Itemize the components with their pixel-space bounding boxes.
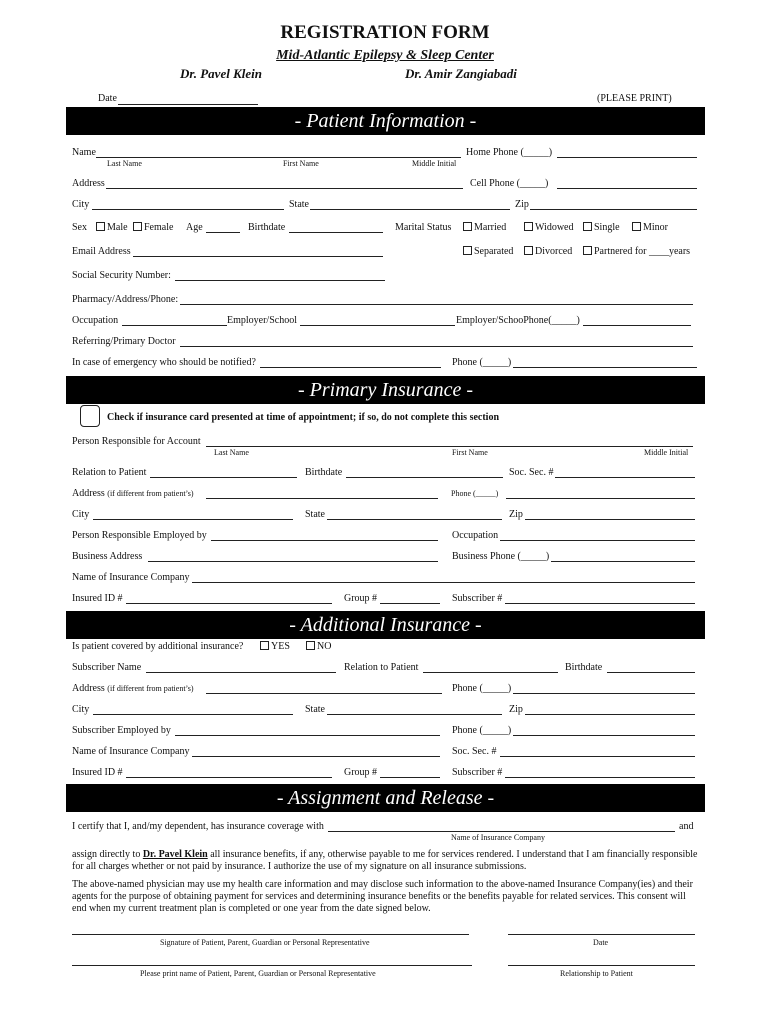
birthdate-field[interactable] <box>289 232 383 233</box>
cell-phone-field[interactable] <box>557 188 697 189</box>
add-relation-label: Relation to Patient <box>344 662 419 673</box>
ins-city-field[interactable] <box>93 519 293 520</box>
zip-field[interactable] <box>530 209 697 210</box>
date-field[interactable] <box>118 104 258 105</box>
add-insured-id-field[interactable] <box>126 777 332 778</box>
employer-phone-label: Employer/SchooPhone(_____) <box>456 315 580 326</box>
married-label: Married <box>474 222 507 233</box>
divorced-label: Divorced <box>535 246 573 257</box>
business-address-field[interactable] <box>148 561 438 562</box>
person-responsible-label: Person Responsible for Account <box>72 436 201 447</box>
ins-address-note: (if different from patient’s) <box>107 489 194 498</box>
no-label: NO <box>317 641 332 652</box>
ins-address-label <box>72 488 194 499</box>
add-employer-phone-label: Phone (_____) <box>452 725 512 736</box>
additional-insurance-banner: - Additional Insurance - <box>66 611 705 639</box>
occupation-label: Occupation <box>72 315 119 326</box>
emergency-contact-field[interactable] <box>260 367 441 368</box>
pharmacy-label: Pharmacy/Address/Phone: <box>72 294 179 305</box>
company-caption: Name of Insurance Company <box>451 833 545 842</box>
add-address-text: Address <box>72 683 105 694</box>
ins-middle-initial-caption: Middle Initial <box>644 448 689 457</box>
add-phone-label: Phone (_____) <box>452 683 512 694</box>
no-checkbox[interactable] <box>306 641 331 652</box>
additional-coverage-question: Is patient covered by additional insurance? <box>72 641 244 652</box>
add-zip-field[interactable] <box>525 714 695 715</box>
ssn-field[interactable] <box>175 280 385 281</box>
add-address-note: (if different from patient’s) <box>107 684 194 693</box>
employer-field[interactable] <box>300 325 455 326</box>
please-print: (PLEASE PRINT) <box>597 93 672 104</box>
relationship-caption: Relationship to Patient <box>560 969 633 978</box>
divorced-checkbox[interactable] <box>524 246 572 257</box>
emergency-phone-label: Phone (_____) <box>452 357 512 368</box>
checkbox-icon <box>133 222 142 231</box>
add-employed-by-field[interactable] <box>175 735 440 736</box>
clinic-name: Mid-Atlantic Epilepsy & Sleep Center <box>276 48 494 63</box>
date-signed-caption: Date <box>593 938 609 947</box>
email-label: Email Address <box>72 246 131 257</box>
checkbox-icon <box>260 641 269 650</box>
add-state-field[interactable] <box>327 714 502 715</box>
card-presented-note: Check if insurance card presented at time of appointment; if so, do not complete this section <box>107 412 500 423</box>
sex-label: Sex <box>72 222 87 233</box>
male-label: Male <box>107 222 128 233</box>
ins-first-name-caption: First Name <box>452 448 488 457</box>
checkbox-icon <box>583 246 592 255</box>
yes-checkbox[interactable] <box>260 641 290 652</box>
checkbox-icon <box>463 246 472 255</box>
add-address-field[interactable] <box>206 693 442 694</box>
ins-state-field[interactable] <box>327 519 502 520</box>
add-birthdate-field[interactable] <box>607 672 695 673</box>
ins-phone-small-label: Phone (_____) <box>451 489 499 498</box>
partnered-label: Partnered for ____years <box>594 246 691 257</box>
home-phone-field[interactable] <box>557 157 697 158</box>
age-field[interactable] <box>206 232 240 233</box>
ins-birthdate-label: Birthdate <box>305 467 343 478</box>
employer-phone-field[interactable] <box>583 325 691 326</box>
add-state-label: State <box>305 704 325 715</box>
email-field[interactable] <box>133 256 383 257</box>
ins-relation-field[interactable] <box>150 477 297 478</box>
doctor-name-1: Dr. Pavel Klein <box>180 66 262 81</box>
add-group-field[interactable] <box>380 777 440 778</box>
married-checkbox[interactable] <box>463 222 506 233</box>
signature-field[interactable] <box>72 934 469 935</box>
cell-phone-label: Cell Phone (_____) <box>470 178 549 189</box>
ins-zip-field[interactable] <box>525 519 695 520</box>
employer-label: Employer/School <box>227 315 297 326</box>
marital-status-label: Marital Status <box>395 222 452 233</box>
separated-checkbox[interactable] <box>463 246 513 257</box>
checkbox-icon <box>96 222 105 231</box>
business-address-label: Business Address <box>72 551 143 562</box>
ins-phone-field[interactable] <box>506 498 695 499</box>
certify-and: and <box>679 821 694 832</box>
business-phone-label: Business Phone (_____) <box>452 551 550 562</box>
primary-insurance-banner: - Primary Insurance - <box>66 376 705 404</box>
ins-company-field[interactable] <box>192 582 695 583</box>
ins-soc-sec-label: Soc. Sec. # <box>509 467 554 478</box>
age-label: Age <box>186 222 203 233</box>
male-checkbox[interactable] <box>96 222 128 233</box>
partnered-checkbox[interactable] <box>583 246 690 257</box>
subscriber-label: Subscriber # <box>452 593 503 604</box>
yes-label: YES <box>271 641 290 652</box>
ins-birthdate-field[interactable] <box>346 477 503 478</box>
checkbox-icon <box>583 222 592 231</box>
add-city-field[interactable] <box>93 714 293 715</box>
checkbox-icon <box>632 222 641 231</box>
subscriber-field[interactable] <box>505 603 695 604</box>
ins-city-label: City <box>72 509 90 520</box>
occupation-field[interactable] <box>122 325 227 326</box>
doctor-name-2: Dr. Amir Zangiabadi <box>405 66 517 81</box>
business-phone-field[interactable] <box>551 561 695 562</box>
add-group-label: Group # <box>344 767 378 778</box>
last-name-caption: Last Name <box>107 159 142 168</box>
add-insured-id-label: Insured ID # <box>72 767 123 778</box>
assign-post-text: all insurance benefits, if any, otherwise payable to me for services rendered. I understand that I am financially responsible for all charges whether or not paid by insurance. I authorize the use of my signature on all insurance submissions. <box>72 849 698 872</box>
add-subscriber-field[interactable] <box>505 777 695 778</box>
ins-address-field[interactable] <box>206 498 438 499</box>
certify-statement: I certify that I, and/my dependent, has insurance coverage with <box>72 821 324 832</box>
insured-id-label: Insured ID # <box>72 593 123 604</box>
consent-paragraph: The above-named physician may use my health care information and may disclose such information to the above-named Insurance Company(ies) and their agents for the purpose of obtaining payment for services and determining insurance benefits or the benefits payable for related services. This consent will end when my current treatment plan is completed or one year from the date signed below. <box>72 879 693 914</box>
state-field[interactable] <box>310 209 510 210</box>
assignment-release-banner: - Assignment and Release - <box>66 784 705 812</box>
subscriber-name-label: Subscriber Name <box>72 662 142 673</box>
address-label: Address <box>72 178 105 189</box>
zip-label: Zip <box>515 199 529 210</box>
ins-employed-by-field[interactable] <box>211 540 438 541</box>
first-name-caption: First Name <box>283 159 319 168</box>
group-field[interactable] <box>380 603 440 604</box>
referring-doctor-label: Referring/Primary Doctor <box>72 336 176 347</box>
print-name-field[interactable] <box>72 965 472 966</box>
print-name-caption: Please print name of Patient, Parent, Guardian or Personal Representative <box>140 969 376 978</box>
ins-state-label: State <box>305 509 325 520</box>
signature-caption: Signature of Patient, Parent, Guardian or Personal Representative <box>160 938 370 947</box>
female-checkbox[interactable] <box>133 222 173 233</box>
female-label: Female <box>144 222 174 233</box>
add-address-label <box>72 683 194 694</box>
home-phone-label: Home Phone (_____) <box>466 147 553 158</box>
checkbox-icon <box>524 222 533 231</box>
birthdate-label: Birthdate <box>248 222 286 233</box>
pharmacy-field[interactable] <box>180 304 693 305</box>
add-soc-sec-label: Soc. Sec. # <box>452 746 497 757</box>
emergency-phone-field[interactable] <box>513 367 697 368</box>
ins-relation-label: Relation to Patient <box>72 467 147 478</box>
card-presented-checkbox[interactable] <box>80 405 100 427</box>
person-responsible-field[interactable] <box>206 446 693 447</box>
certify-company-field[interactable] <box>328 831 675 832</box>
checkbox-icon <box>463 222 472 231</box>
name-label: Name <box>72 147 96 158</box>
group-label: Group # <box>344 593 378 604</box>
ins-address-text: Address <box>72 488 105 499</box>
middle-initial-caption: Middle Initial <box>412 159 457 168</box>
add-city-label: City <box>72 704 90 715</box>
add-relation-field[interactable] <box>423 672 558 673</box>
single-checkbox[interactable] <box>583 222 620 233</box>
ins-last-name-caption: Last Name <box>214 448 249 457</box>
referring-doctor-field[interactable] <box>180 346 693 347</box>
assign-doctor-name: Dr. Pavel Klein <box>142 849 208 860</box>
add-company-field[interactable] <box>192 756 440 757</box>
subscriber-name-field[interactable] <box>146 672 336 673</box>
checkbox-icon <box>306 641 315 650</box>
add-zip-label: Zip <box>509 704 523 715</box>
assign-paragraph <box>72 849 702 873</box>
separated-label: Separated <box>474 246 514 257</box>
ins-occupation-label: Occupation <box>452 530 499 541</box>
widowed-label: Widowed <box>535 222 574 233</box>
date-signed-field[interactable] <box>508 934 695 935</box>
add-employer-phone-field[interactable] <box>513 735 695 736</box>
ins-occupation-field[interactable] <box>500 540 695 541</box>
ssn-label: Social Security Number: <box>72 270 171 281</box>
assign-pre-text: assign directly to <box>72 849 143 860</box>
add-birthdate-label: Birthdate <box>565 662 603 673</box>
minor-checkbox[interactable] <box>632 222 668 233</box>
add-company-label: Name of Insurance Company <box>72 746 190 757</box>
form-title: REGISTRATION FORM <box>280 22 490 43</box>
minor-label: Minor <box>643 222 668 233</box>
ins-company-label: Name of Insurance Company <box>72 572 190 583</box>
patient-info-banner: - Patient Information - <box>66 107 705 135</box>
state-label: State <box>289 199 309 210</box>
emergency-contact-label: In case of emergency who should be notified? <box>72 357 256 368</box>
single-label: Single <box>594 222 620 233</box>
add-employed-by-label: Subscriber Employed by <box>72 725 171 736</box>
ins-zip-label: Zip <box>509 509 523 520</box>
ins-employed-by-label: Person Responsible Employed by <box>72 530 207 541</box>
address-field[interactable] <box>106 188 463 189</box>
add-subscriber-label: Subscriber # <box>452 767 503 778</box>
city-label: City <box>72 199 90 210</box>
relationship-field[interactable] <box>508 965 695 966</box>
city-field[interactable] <box>92 209 284 210</box>
checkbox-icon <box>524 246 533 255</box>
date-label: Date <box>98 93 117 104</box>
widowed-checkbox[interactable] <box>524 222 573 233</box>
add-soc-sec-field[interactable] <box>500 756 695 757</box>
name-field[interactable] <box>96 157 461 158</box>
add-phone-field[interactable] <box>513 693 695 694</box>
ins-soc-sec-field[interactable] <box>555 477 695 478</box>
insured-id-field[interactable] <box>126 603 332 604</box>
